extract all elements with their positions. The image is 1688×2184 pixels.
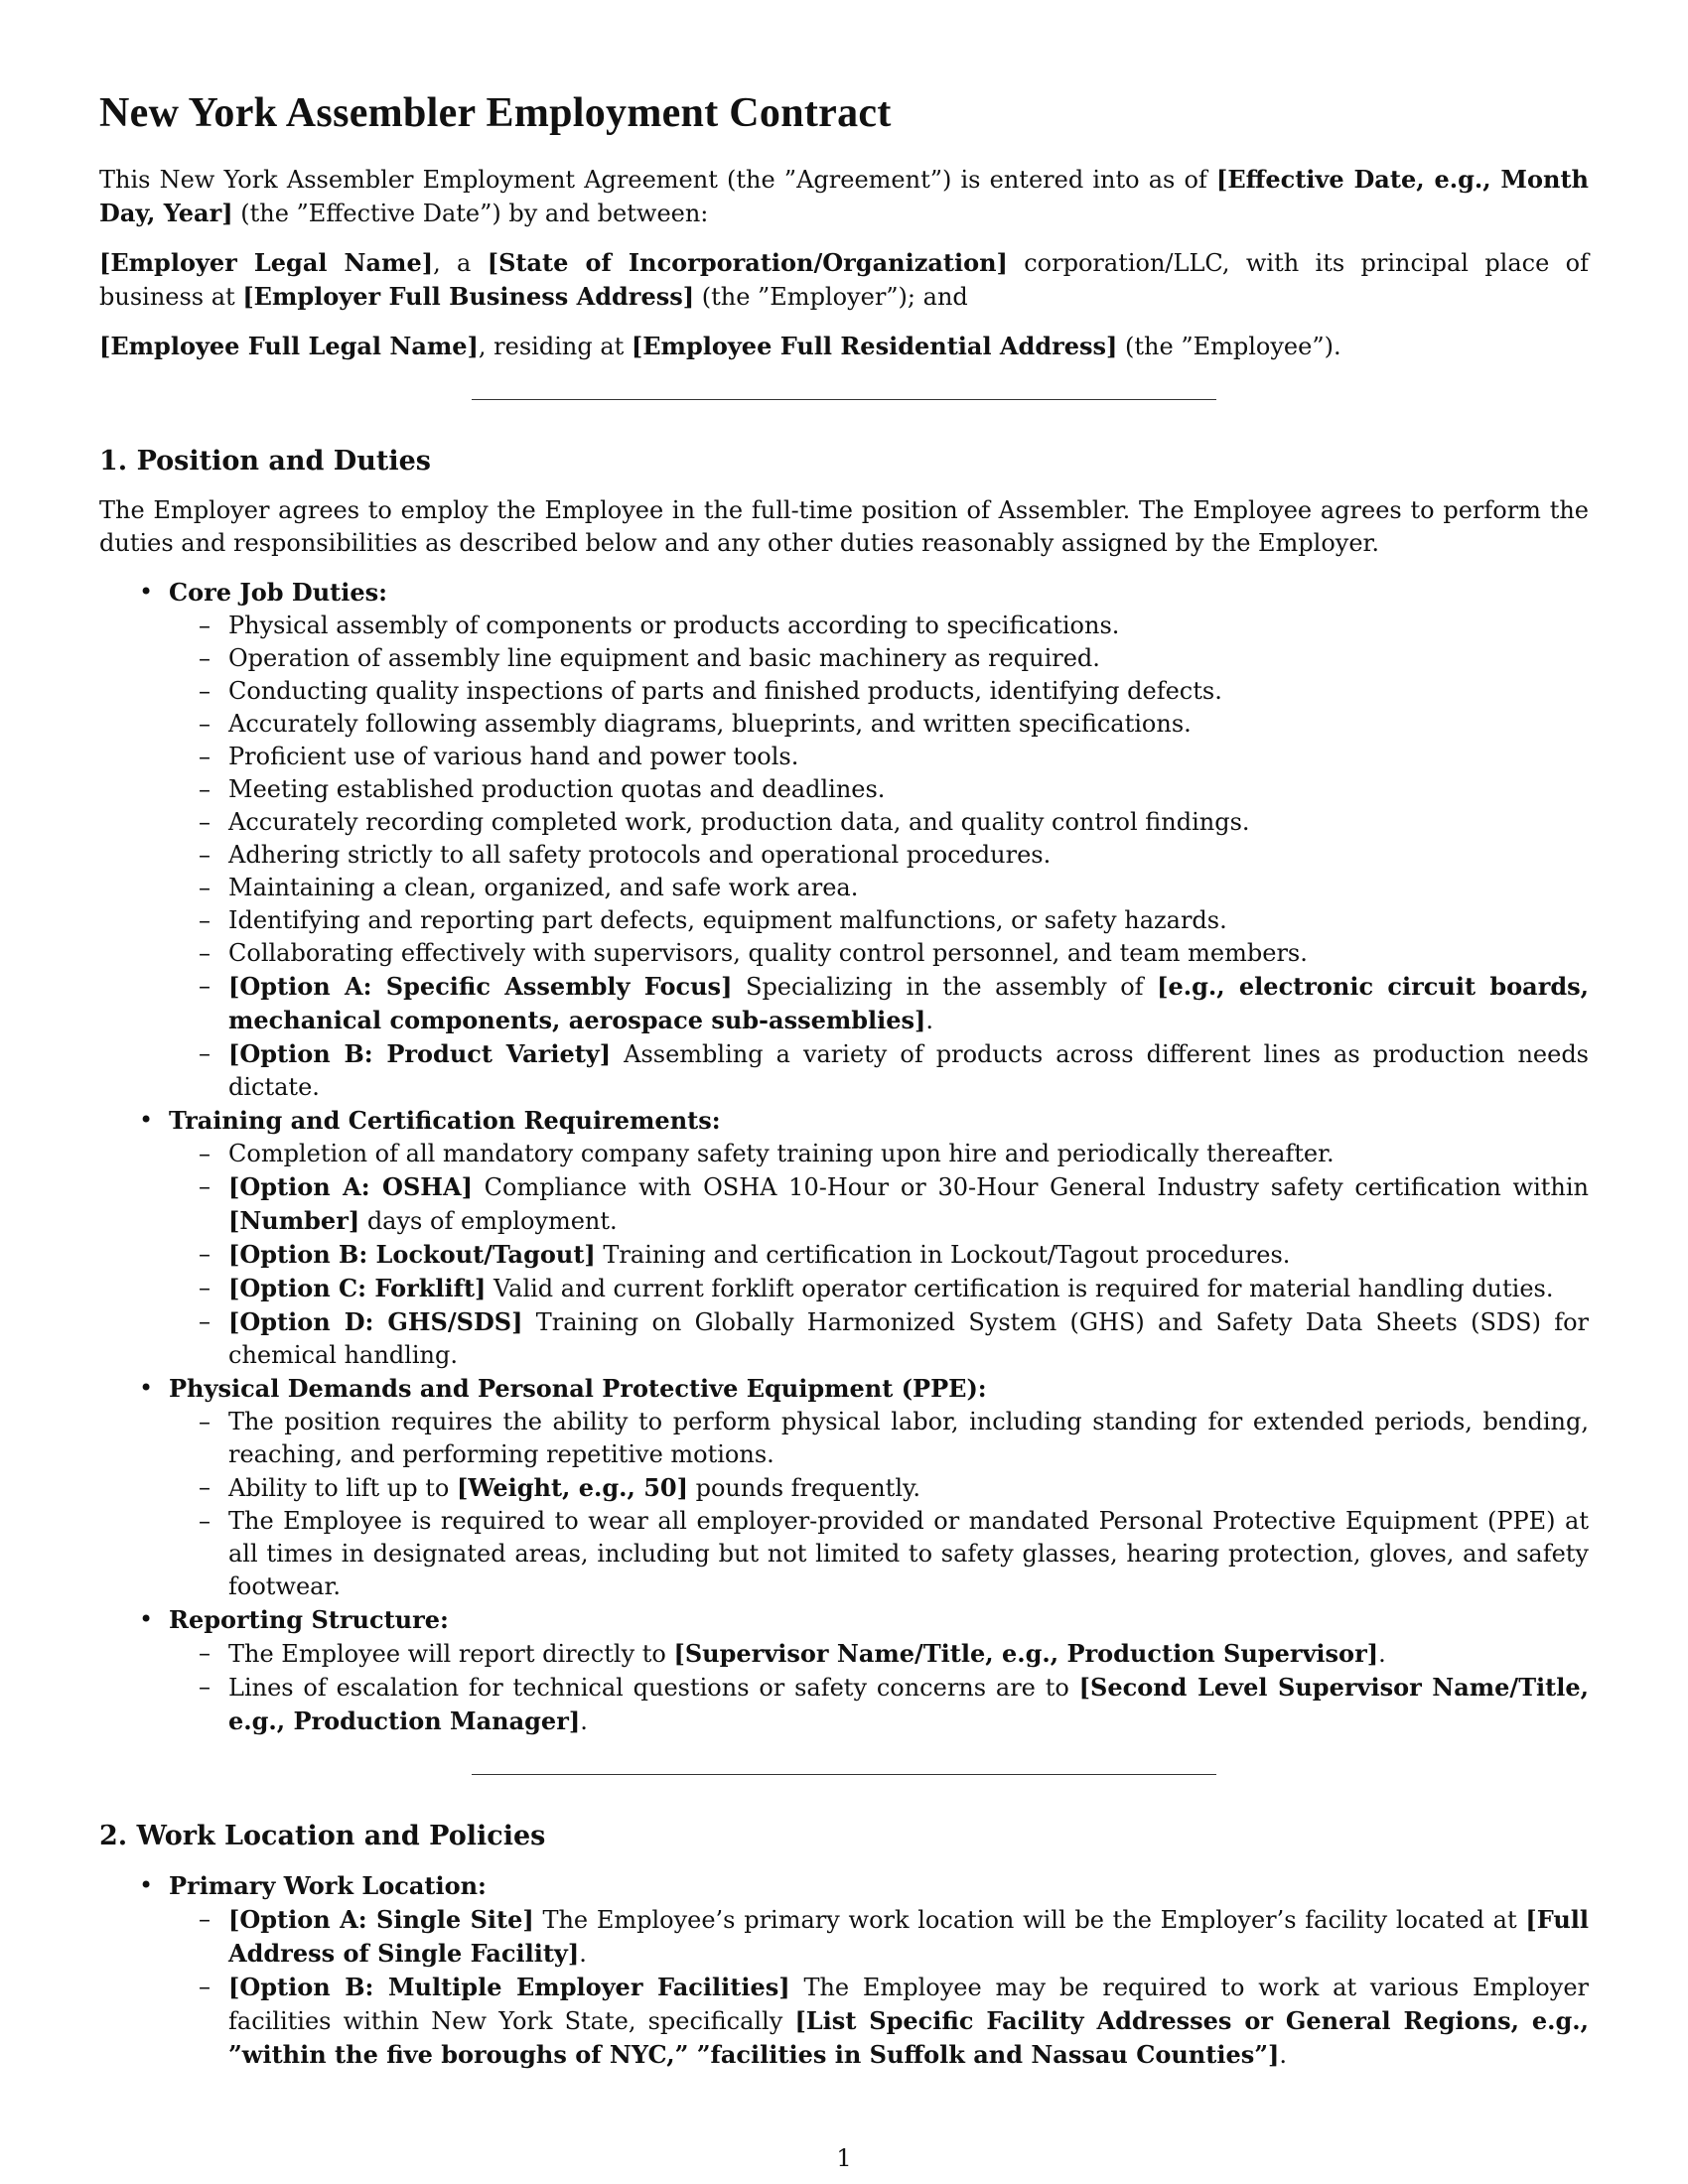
sub-list-item: [169, 1272, 1589, 1305]
dash-icon: –: [199, 808, 211, 836]
sub-list-text: Lines of escalation for technical questions or safety concerns are to: [228, 1674, 1079, 1702]
dash-icon: –: [199, 677, 211, 705]
sub-list-item: [169, 970, 1589, 1037]
sub-list-text: Accurately following assembly diagrams, blueprints, and written specifications.: [228, 710, 1192, 738]
list-item-label: Primary Work Location:: [169, 1871, 487, 1900]
intro-paragraph: [99, 163, 1589, 230]
sub-list-item: [169, 1471, 1589, 1505]
sub-list-item: [169, 1903, 1589, 1971]
sub-list-text: .: [580, 1707, 588, 1735]
sub-list: [169, 1406, 1589, 1603]
dash-icon: –: [199, 1240, 211, 1268]
list-item: [99, 1372, 1589, 1603]
sub-list-text: Conducting quality inspections of parts and finished products, identifying defects.: [228, 677, 1222, 705]
document-title: New York Assembler Employment Contract: [99, 90, 892, 136]
sub-list-item: [169, 839, 1589, 872]
bullet-icon: •: [139, 1871, 154, 1899]
placeholder-effective-date: [Effective Date, e.g., Month Day, Year]: [99, 165, 1589, 227]
sub-list-item: [169, 642, 1589, 675]
placeholder-assembly-focus: [e.g., electronic circuit boards, mechanical components, aerospace sub-assemblies]: [228, 972, 1589, 1034]
sub-list: [169, 1903, 1589, 2072]
sub-list-item: [169, 1671, 1589, 1738]
option-label: [Option B: Multiple Employer Facilities]: [228, 1973, 790, 2001]
dash-icon: –: [199, 1172, 211, 1200]
sub-list-item: [169, 1305, 1589, 1372]
dash-icon: –: [199, 1473, 211, 1501]
placeholder-facility-regions: [List Specific Facility Addresses or General Regions, e.g., ”within the five boroughs of NYC,” ”facilities in Suffolk and Nassau Counties”]: [228, 2006, 1589, 2069]
dash-icon: –: [199, 939, 211, 967]
employer-paragraph: [99, 246, 1589, 314]
dash-icon: –: [199, 1307, 211, 1335]
dash-icon: –: [199, 710, 211, 738]
dash-icon: –: [199, 1973, 211, 2000]
placeholder-employer-name: [Employer Legal Name]: [99, 248, 434, 277]
dash-icon: –: [199, 841, 211, 869]
sub-list-text: .: [1378, 1640, 1386, 1668]
text-segment: (the ”Employee”).: [1117, 333, 1341, 360]
sub-list-item: [169, 1637, 1589, 1671]
dash-icon: –: [199, 644, 211, 672]
list-item: [99, 576, 1589, 1104]
bullet-icon: •: [139, 1374, 154, 1402]
list-item-label: Reporting Structure:: [169, 1605, 449, 1634]
dash-icon: –: [199, 1639, 211, 1667]
sub-list-item: [169, 708, 1589, 741]
sub-list-text: Specializing in the assembly of: [732, 973, 1158, 1001]
sub-list-text: Training on Globally Harmonized System (GHS) and Safety Data Sheets (SDS) for chemical handling.: [228, 1308, 1590, 1369]
sub-list-text: The Employee’s primary work location will be the Employer’s facility located at: [533, 1906, 1526, 1934]
dash-icon: –: [199, 1673, 211, 1701]
text-segment: , a: [433, 249, 488, 277]
list-item-label: Core Job Duties:: [169, 578, 387, 607]
text-segment: corporation/LLC, with its principal place of business at: [99, 249, 1589, 311]
placeholder-employee-address: [Employee Full Residential Address]: [631, 332, 1118, 360]
page-number: 1: [836, 2144, 852, 2172]
sub-list-text: The Employee may be required to work at various Employer facilities within New York State, specifically: [228, 1974, 1589, 2035]
sub-list-item: [169, 1238, 1589, 1272]
dash-icon: –: [199, 775, 211, 803]
sub-list-text: .: [1279, 2041, 1288, 2069]
dash-icon: –: [199, 972, 211, 1000]
placeholder-employer-address: [Employer Full Business Address]: [242, 282, 695, 311]
dash-icon: –: [199, 1039, 211, 1067]
bullet-icon: •: [139, 1605, 154, 1633]
bullet-icon: •: [139, 578, 154, 606]
option-label: [Option C: Forklift]: [228, 1274, 487, 1302]
sub-list-text: The position requires the ability to perform physical labor, including standing for extended periods, bending, reaching, and performing repetitive motions.: [228, 1408, 1589, 1468]
section-intro: The Employer agrees to employ the Employee in the full-time position of Assembler. The Employee agrees to perform the duties and responsibilities as described below and any other duties reasonably assigned by the Employer.: [99, 496, 1589, 557]
placeholder-supervisor: [Supervisor Name/Title, e.g., Production Supervisor]: [673, 1639, 1379, 1668]
option-label: [Option B: Lockout/Tagout]: [228, 1240, 596, 1269]
sub-list-text: Maintaining a clean, organized, and safe work area.: [228, 874, 859, 901]
sub-list-item: [169, 806, 1589, 839]
sub-list-text: Operation of assembly line equipment and basic machinery as required.: [228, 644, 1100, 672]
location-list: [99, 1869, 1589, 2072]
section-divider: [472, 1774, 1216, 1775]
dash-icon: –: [199, 1905, 211, 1933]
sub-list-text: Identifying and reporting part defects, equipment malfunctions, or safety hazards.: [228, 906, 1227, 934]
option-label: [Option A: OSHA]: [228, 1172, 473, 1201]
sub-list-text: Compliance with OSHA 10-Hour or 30-Hour General Industry safety certification within: [472, 1173, 1589, 1201]
section-divider: [472, 399, 1216, 400]
list-item-label: Physical Demands and Personal Protective Equipment (PPE):: [169, 1374, 987, 1403]
bullet-icon: •: [139, 1106, 154, 1134]
duties-list: [99, 576, 1589, 1738]
sub-list-item: [169, 1138, 1589, 1170]
section-heading: 1. Position and Duties: [99, 446, 431, 477]
sub-list-text: Valid and current forklift operator certification is required for material handling duties.: [486, 1275, 1554, 1302]
document-page: [99, 89, 1589, 2072]
sub-list-text: The Employee will report directly to: [228, 1640, 674, 1668]
dash-icon: –: [199, 1140, 211, 1167]
dash-icon: –: [199, 874, 211, 901]
dash-icon: –: [199, 743, 211, 770]
dash-icon: –: [199, 612, 211, 639]
list-item: [99, 1104, 1589, 1372]
sub-list-text: Proficient use of various hand and power tools.: [228, 743, 799, 770]
sub-list-item: [169, 610, 1589, 642]
sub-list-text: days of employment.: [359, 1207, 618, 1235]
sub-list-item: [169, 741, 1589, 773]
sub-list-item: [169, 1037, 1589, 1104]
list-item-label: Training and Certification Requirements:: [169, 1106, 721, 1135]
sub-list-item: [169, 1505, 1589, 1603]
sub-list: [169, 1637, 1589, 1738]
sub-list-item: [169, 904, 1589, 937]
sub-list-text: Assembling a variety of products across different lines as production needs dictate.: [228, 1040, 1589, 1101]
option-label: [Option A: Single Site]: [228, 1905, 534, 1934]
list-item: [99, 1869, 1589, 2072]
sub-list-item: [169, 1170, 1589, 1238]
placeholder-weight: [Weight, e.g., 50]: [456, 1473, 688, 1502]
text-segment: (the ”Employer”); and: [694, 283, 968, 311]
sub-list-text: Training and certification in Lockout/Tagout procedures.: [595, 1241, 1291, 1269]
option-label: [Option B: Product Variety]: [228, 1039, 612, 1068]
sub-list-item: [169, 675, 1589, 708]
dash-icon: –: [199, 1507, 211, 1535]
placeholder-number: [Number]: [228, 1206, 360, 1235]
sub-list-item: [169, 937, 1589, 970]
section-heading: 2. Work Location and Policies: [99, 1821, 546, 1851]
text-segment: This New York Assembler Employment Agreement (the ”Agreement”) is entered into as of: [99, 166, 1216, 194]
sub-list-text: Accurately recording completed work, production data, and quality control findings.: [228, 808, 1250, 836]
dash-icon: –: [199, 1408, 211, 1435]
sub-list: [169, 1138, 1589, 1372]
sub-list-text: .: [925, 1007, 934, 1034]
employee-paragraph: [99, 330, 1589, 363]
sub-list-text: .: [579, 1940, 587, 1968]
sub-list-text: Meeting established production quotas and deadlines.: [228, 775, 886, 803]
option-label: [Option A: Specific Assembly Focus]: [228, 972, 733, 1001]
text-segment: , residing at: [478, 333, 632, 360]
sub-list-text: The Employee is required to wear all employer-provided or mandated Personal Protective Equipment (PPE) at all times in designated areas, including but not limited to safety glasses, hearing protection, gloves, and safety footwear.: [228, 1507, 1589, 1600]
sub-list-text: Collaborating effectively with supervisors, quality control personnel, and team members.: [228, 939, 1308, 967]
list-item: [99, 1603, 1589, 1738]
dash-icon: –: [199, 1274, 211, 1301]
dash-icon: –: [199, 906, 211, 934]
sub-list-item: [169, 872, 1589, 904]
option-label: [Option D: GHS/SDS]: [228, 1307, 523, 1336]
sub-list-text: Adhering strictly to all safety protocols and operational procedures.: [228, 841, 1052, 869]
sub-list-item: [169, 773, 1589, 806]
sub-list-item: [169, 1971, 1589, 2072]
text-segment: (the ”Effective Date”) by and between:: [232, 200, 709, 227]
sub-list-text: Completion of all mandatory company safety training upon hire and periodically thereafter.: [228, 1140, 1335, 1167]
placeholder-employee-name: [Employee Full Legal Name]: [99, 332, 479, 360]
placeholder-state: [State of Incorporation/Organization]: [487, 248, 1008, 277]
sub-list-text: Ability to lift up to: [228, 1474, 457, 1502]
sub-list-text: pounds frequently.: [687, 1474, 920, 1502]
sub-list: [169, 610, 1589, 1104]
sub-list-item: [169, 1406, 1589, 1471]
sub-list-text: Physical assembly of components or products according to specifications.: [228, 612, 1120, 639]
placeholder-facility-address: [Full Address of Single Facility]: [228, 1905, 1589, 1968]
placeholder-second-supervisor: [Second Level Supervisor Name/Title, e.g., Production Manager]: [228, 1673, 1590, 1735]
